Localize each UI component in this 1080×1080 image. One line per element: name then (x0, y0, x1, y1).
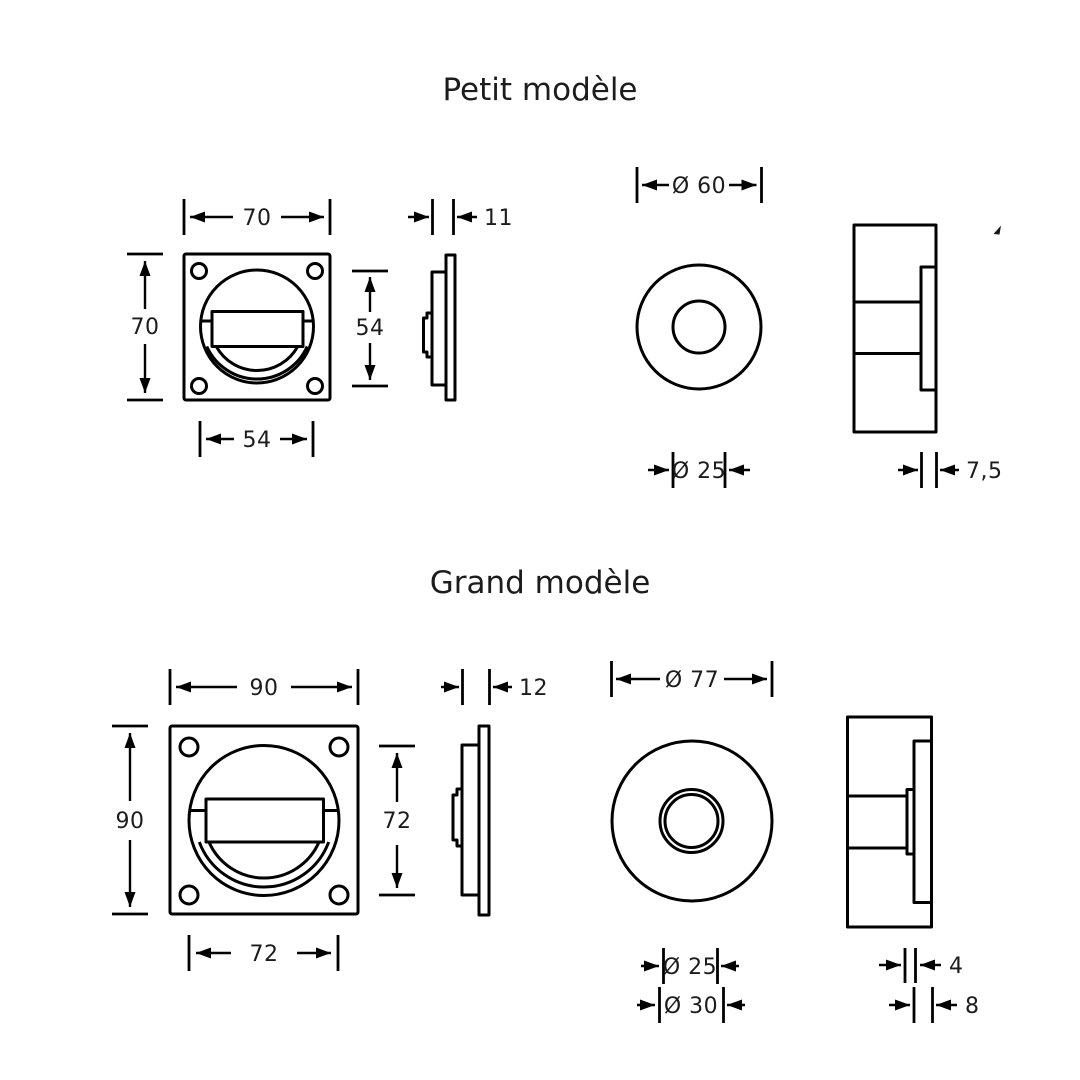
petit-front-view (184, 254, 330, 400)
petit-dim-thickness (408, 199, 513, 235)
dim-label: 70 (130, 315, 160, 340)
grand-section-plate-strip (914, 741, 932, 903)
dim-label: Ø 60 (671, 174, 727, 199)
grand-dim-recess-height (379, 746, 415, 895)
grand-dim-hole-diameter (641, 948, 739, 984)
petit-dim-width (184, 199, 330, 235)
dim-ticks (433, 199, 454, 235)
grand-ring-view (612, 741, 772, 901)
petit-ring-hole-circle (673, 301, 725, 353)
petit-dim-hole-diameter (648, 452, 750, 488)
petit-ring-outer-circle (637, 265, 761, 389)
dim-label: 8 (965, 994, 980, 1019)
dim-ticks (922, 452, 937, 488)
grand-dim-width (170, 669, 358, 705)
dim-label: 72 (382, 809, 412, 834)
grand-ring-outer-circle (612, 741, 772, 901)
petit-profile-plate (446, 255, 455, 400)
petit-section-view (854, 225, 936, 432)
dim-label: Ø 25 (671, 459, 727, 484)
dim-ticks (905, 948, 916, 983)
stray-mark (994, 226, 1002, 235)
dim-ticks (463, 669, 490, 705)
grand-ring-collar-circle (660, 790, 723, 853)
dim-label: Ø 30 (663, 994, 719, 1019)
dim-label: 7,5 (966, 459, 1003, 484)
grand-dim-thickness (441, 669, 548, 705)
grand-front-view (170, 726, 358, 914)
grand-model-section (112, 565, 980, 1023)
grand-profile-plate (479, 726, 489, 915)
dim-label: Ø 25 (662, 955, 718, 980)
grand-dim-step-thickness (879, 948, 964, 983)
grand-profile-view (453, 726, 489, 915)
dim-label: 54 (242, 428, 272, 453)
dim-label: 12 (519, 676, 548, 701)
grand-handle-bar (206, 799, 324, 842)
petit-ring-view (637, 265, 761, 389)
grand-dim-recess-width (189, 935, 338, 971)
grand-profile-body (462, 745, 479, 895)
petit-dim-recess-height (352, 271, 388, 386)
dim-label: 70 (242, 206, 272, 231)
dim-ticks (914, 987, 933, 1023)
dim-label: 90 (249, 676, 279, 701)
petit-model-section (127, 72, 1003, 488)
grand-title: Grand modèle (429, 565, 651, 601)
petit-dim-plate-thickness (898, 452, 1003, 488)
grand-section-view (848, 717, 932, 927)
petit-dim-outer-diameter (637, 167, 762, 203)
dim-label: Ø 77 (664, 668, 720, 693)
grand-dim-plate-thickness (889, 987, 980, 1023)
dim-label: 4 (949, 954, 964, 979)
petit-dim-recess-width (200, 421, 313, 457)
dim-label: 54 (355, 316, 385, 341)
dim-label: 11 (484, 206, 513, 231)
petit-dim-height (127, 254, 163, 400)
petit-section-plate-strip (921, 267, 936, 390)
dim-label: 90 (115, 809, 145, 834)
grand-dim-outer-diameter (612, 661, 773, 697)
grand-section-step (907, 790, 914, 855)
petit-profile-body (432, 272, 446, 385)
grand-dim-height (112, 726, 148, 914)
dim-label: 72 (249, 942, 279, 967)
petit-profile-view (424, 255, 456, 400)
grand-dim-ring-diameter (637, 987, 745, 1023)
petit-handle-bar (212, 312, 303, 347)
grand-ring-hole-circle (665, 795, 718, 848)
petit-title: Petit modèle (442, 72, 638, 108)
